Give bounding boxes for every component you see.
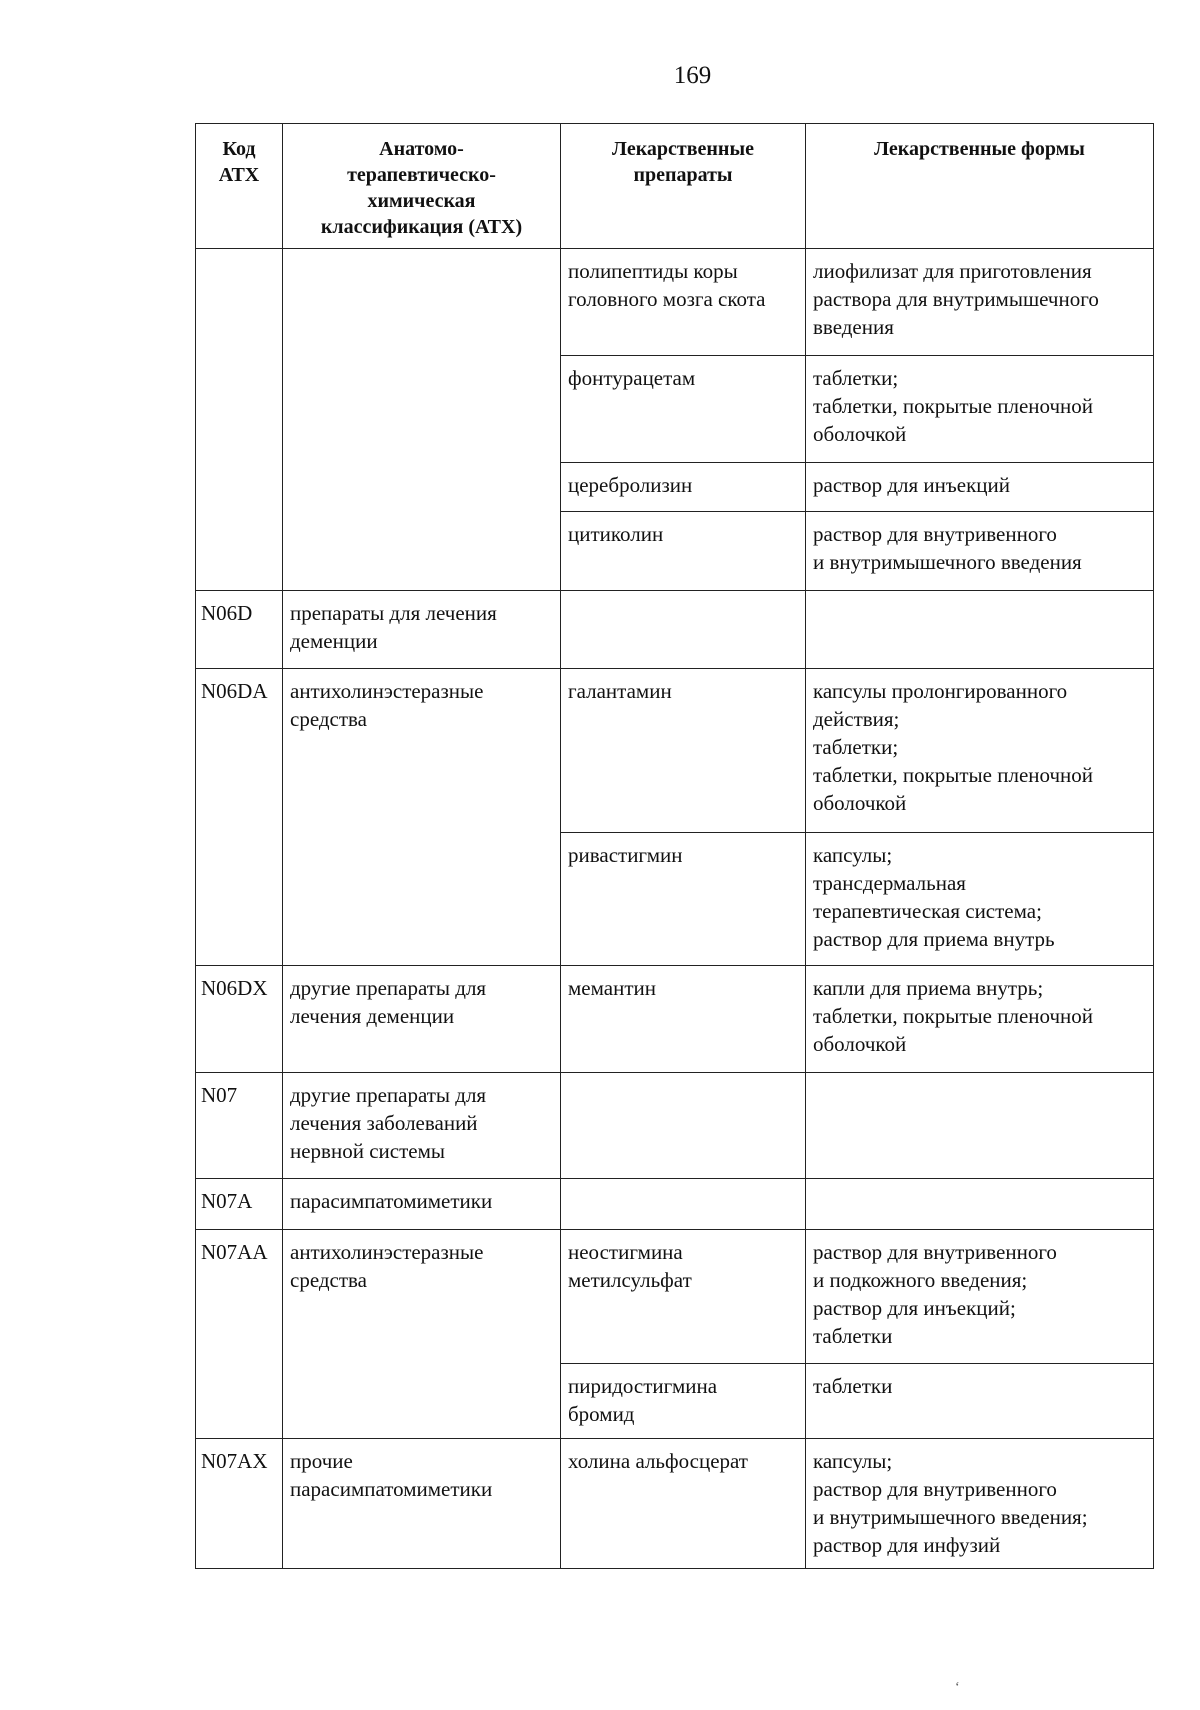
atx-drug-table [195,123,1154,1569]
cell-drug [561,1179,806,1230]
cell-forms: раствор для инъекций [806,463,1154,512]
table-header-row [196,124,1154,249]
cell-drug [561,591,806,669]
table-row [196,1179,1154,1230]
cell-drug: неостигмина метилсульфат [561,1230,806,1364]
scan-speck: ‘ [955,1680,960,1695]
header-code: Код АТХ [196,124,283,249]
table-row [196,249,1154,356]
cell-code [196,249,283,591]
cell-forms: таблетки; таблетки, покрытые пленочной оболочкой [806,356,1154,463]
cell-forms: раствор для внутривенного и подкожного введения; раствор для инъекций; таблетки [806,1230,1154,1364]
cell-classification: другие препараты для лечения заболеваний нервной системы [283,1073,561,1179]
cell-forms: лиофилизат для приготовления раствора для внутримышечного введения [806,249,1154,356]
cell-classification: антихолинэстеразные средства [283,669,561,966]
cell-drug [561,1073,806,1179]
cell-code: N07AA [196,1230,283,1439]
cell-drug: холина альфосцерат [561,1439,806,1569]
cell-forms [806,1073,1154,1179]
header-forms: Лекарственные формы [806,124,1154,249]
cell-classification: препараты для лечения деменции [283,591,561,669]
cell-code: N07 [196,1073,283,1179]
cell-forms: капсулы; раствор для внутривенного и внутримышечного введения; раствор для инфузий [806,1439,1154,1569]
cell-drug: церебролизин [561,463,806,512]
cell-forms: капсулы пролонгированного действия; таблетки; таблетки, покрытые пленочной оболочкой [806,669,1154,833]
cell-drug: ривастигмин [561,833,806,966]
table-row [196,1439,1154,1569]
table-row [196,669,1154,833]
cell-forms [806,591,1154,669]
cell-classification: прочие парасимпатомиметики [283,1439,561,1569]
cell-code: N06DA [196,669,283,966]
table-row [196,591,1154,669]
cell-forms [806,1179,1154,1230]
cell-drug: фонтурацетам [561,356,806,463]
cell-classification: другие препараты для лечения деменции [283,966,561,1073]
cell-forms: раствор для внутривенного и внутримышечного введения [806,512,1154,591]
cell-classification: парасимпатомиметики [283,1179,561,1230]
cell-classification: антихолинэстеразные средства [283,1230,561,1439]
header-classification: Анатомо- терапевтическо- химическая классификация (АТХ) [283,124,561,249]
cell-classification [283,249,561,591]
cell-drug: пиридостигмина бромид [561,1364,806,1439]
cell-drug: цитиколин [561,512,806,591]
cell-forms: капли для приема внутрь; таблетки, покрытые пленочной оболочкой [806,966,1154,1073]
cell-forms: капсулы; трансдермальная терапевтическая система; раствор для приема внутрь [806,833,1154,966]
header-drugs: Лекарственные препараты [561,124,806,249]
cell-code: N07AX [196,1439,283,1569]
cell-drug: полипептиды коры головного мозга скота [561,249,806,356]
cell-drug: галантамин [561,669,806,833]
cell-code: N07A [196,1179,283,1230]
cell-forms: таблетки [806,1364,1154,1439]
page-number: 169 [673,62,712,89]
cell-code: N06DX [196,966,283,1073]
table-row [196,1073,1154,1179]
table-row [196,966,1154,1073]
cell-drug: мемантин [561,966,806,1073]
cell-code: N06D [196,591,283,669]
table-row [196,1230,1154,1364]
